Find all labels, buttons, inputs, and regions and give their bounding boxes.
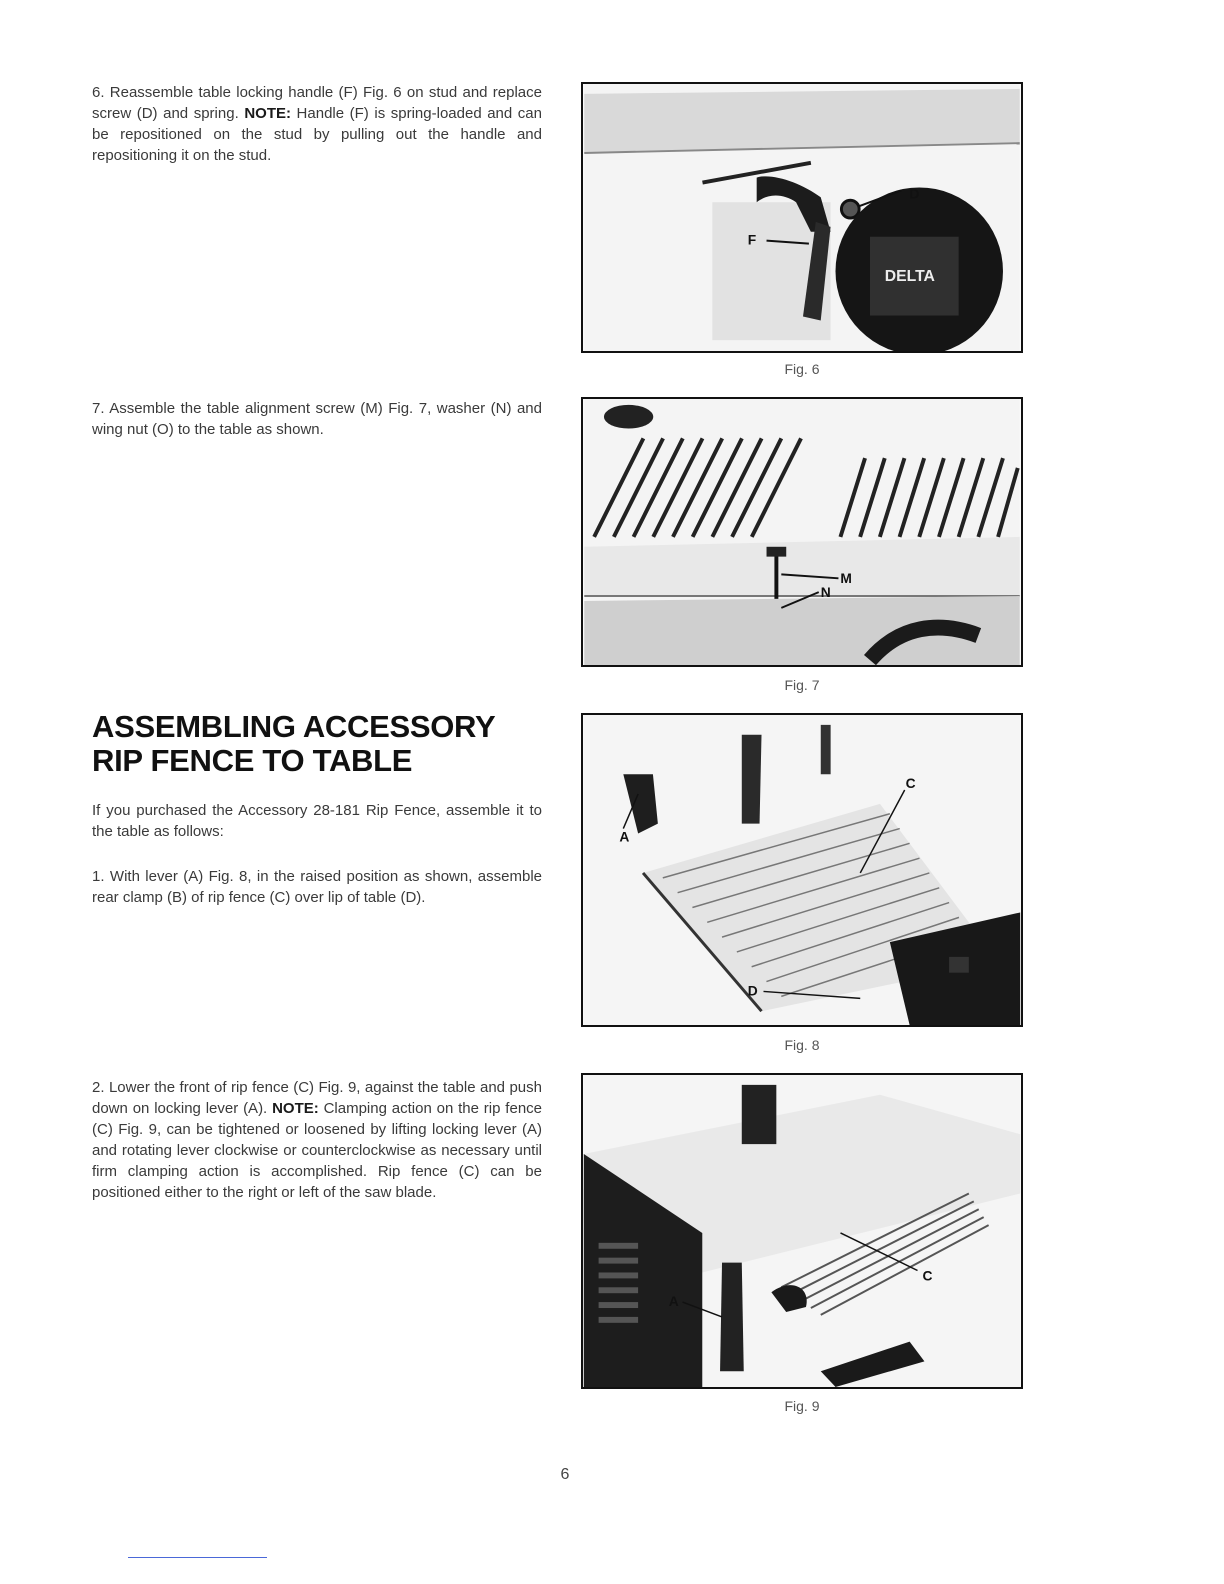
footer-rule	[128, 1557, 267, 1558]
figure-7-illustration	[583, 399, 1021, 665]
step-6-text	[92, 82, 542, 166]
step-6-text-b: Handle (F) is spring-loaded and can be repositioned on the stud by pulling out the handle and repositioning it on the stud.	[92, 105, 542, 164]
section-title-line-2: RIP FENCE TO TABLE	[92, 743, 413, 778]
fig6-callout-d: D	[909, 186, 920, 202]
rip-fence-step-2	[92, 1077, 542, 1203]
fig9-callout-c: C	[922, 1267, 933, 1284]
fig7-callout-m: M	[840, 571, 852, 587]
rip-fence-step-1: 1. With lever (A) Fig. 8, in the raised position as shown, assemble rear clamp (B) of rip fence (C) over lip of table (D).	[92, 868, 542, 906]
figure-7	[581, 397, 1023, 667]
figure-9	[581, 1073, 1023, 1389]
figure-7-caption: Fig. 7	[784, 677, 820, 693]
rip-fence-step-2-note-label: NOTE:	[272, 1100, 319, 1117]
page-number: 6	[560, 1466, 570, 1483]
fig6-callout-f: F	[747, 232, 757, 248]
figure-6-caption: Fig. 6	[784, 361, 820, 377]
delta-logo: DELTA	[884, 268, 935, 286]
fig8-callout-d: D	[747, 982, 758, 999]
fig8-callout-a: A	[619, 828, 630, 845]
fig8-callout-c: C	[905, 775, 916, 792]
figure-9-caption: Fig. 9	[784, 1398, 820, 1414]
figure-8-caption: Fig. 8	[784, 1037, 820, 1053]
figure-6-illustration	[583, 84, 1021, 351]
rip-fence-step-2-text-b: Clamping action on the rip fence (C) Fig. 9, can be tightened or loosened by lifting locking lever (A) and rotating lever clockwise or counterclockwise as necessary until firm clamping action is accomplished. Rip fence (C) can be positioned either to the right or left of the saw blade.	[92, 1100, 543, 1201]
figure-8-illustration	[583, 715, 1021, 1025]
figure-8	[581, 713, 1023, 1027]
step-7-text: 7. Assemble the table alignment screw (M) Fig. 7, washer (N) and wing nut (O) to the table as shown.	[92, 400, 542, 438]
section-title-line-1: ASSEMBLING ACCESSORY	[92, 709, 496, 744]
section-intro: If you purchased the Accessory 28-181 Rip Fence, assemble it to the table as follows:	[92, 802, 542, 840]
figure-9-illustration	[583, 1075, 1021, 1387]
section-title	[92, 710, 552, 778]
step-6-note-label: NOTE:	[244, 105, 291, 122]
rip-fence-step-2-text-a: 2. Lower the front of rip fence (C) Fig. 9, against the table and push down on locking lever (A).	[92, 1079, 542, 1117]
step-6-text-a: 6. Reassemble table locking handle (F) Fig. 6 on stud and replace screw (D) and spring.	[92, 84, 542, 122]
fig7-callout-n: N	[820, 585, 831, 601]
fig9-callout-a: A	[668, 1293, 679, 1310]
figure-6	[581, 82, 1023, 353]
